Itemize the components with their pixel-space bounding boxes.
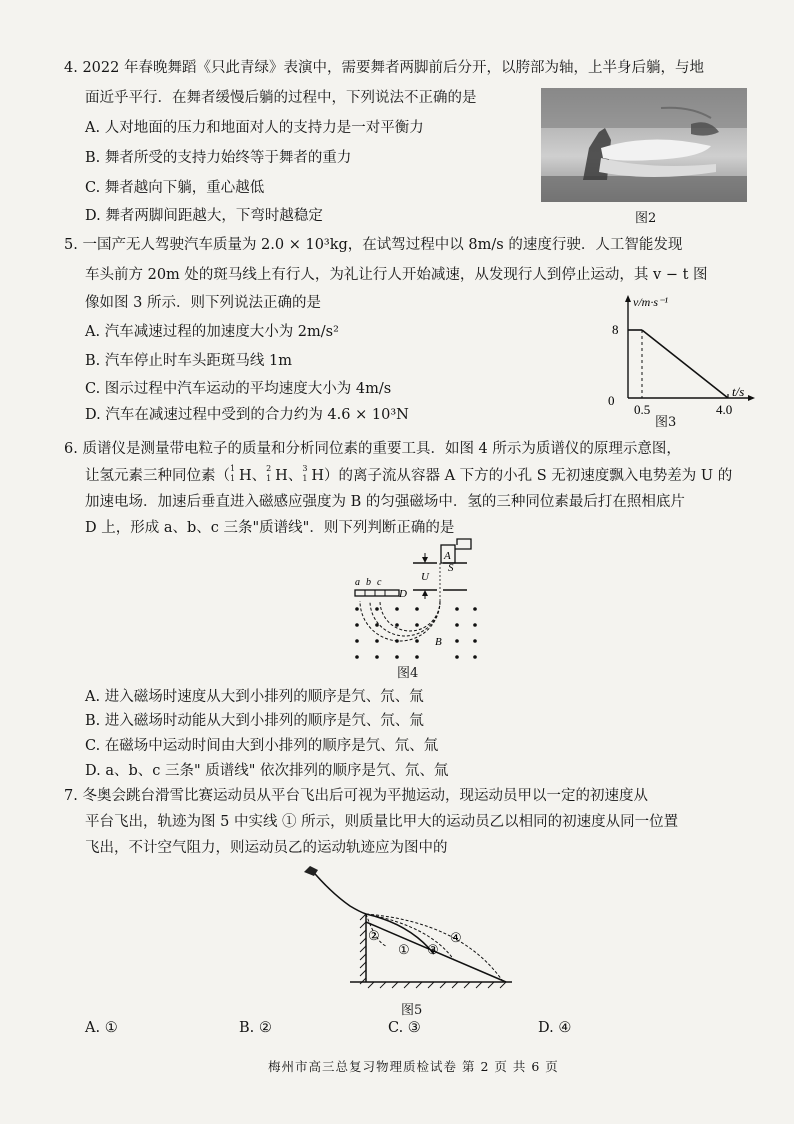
page-footer: 梅州市高三总复习物理质检试卷 第 2 页 共 6 页 xyxy=(268,1059,559,1074)
q6-stem-line3: 加速电场．加速后垂直进入磁感应强度为 B 的匀强磁场中．氢的三种同位素最后打在照相底片 xyxy=(85,494,685,510)
field-dot xyxy=(473,655,477,659)
field-dot xyxy=(375,639,379,643)
v-axis-label: v/m·s⁻¹ xyxy=(633,295,668,309)
q4-stem-line2: 面近乎平行．在舞者缓慢后躺的过程中，下列说法不正确的是 xyxy=(85,90,477,106)
t-tick-05: 0.5 xyxy=(634,402,651,417)
q6-option-b: B. 进入磁场时动能从大到小排列的顺序是氕、氘、氚 xyxy=(85,713,424,729)
q6-option-d: D. a、b、c 三条" 质谱线" 依次排列的顺序是氕、氘、氚 xyxy=(85,763,449,779)
q5-stem-line1: 5. 一国产无人驾驶汽车质量为 2.0 × 10³kg，在试驾过程中以 8m/s 的速度行驶．人工智能发现 xyxy=(64,237,683,253)
field-dot xyxy=(415,639,419,643)
field-dot xyxy=(455,639,459,643)
figure5-caption: 图5 xyxy=(401,1003,423,1018)
field-dot xyxy=(395,607,399,611)
field-dot xyxy=(395,623,399,627)
origin-label: 0 xyxy=(608,393,615,408)
q6-stem-line2: 让氢元素三种同位素（ 1 1 H、 2 1 H、 3 1 H）的离子流从容器 A 下方的小孔 S 无初速度飘入电势差为 U 的 xyxy=(85,464,733,484)
svg-text:S: S xyxy=(448,562,454,574)
svg-text:b: b xyxy=(366,577,371,588)
field-dot xyxy=(473,607,477,611)
field-dot xyxy=(455,607,459,611)
q4-option-b: B. 舞者所受的支持力始终等于舞者的重力 xyxy=(85,150,352,166)
q4-option-a: A. 人对地面的压力和地面对人的支持力是一对平衡力 xyxy=(85,120,424,136)
figure2-caption: 图2 xyxy=(635,211,657,226)
graph-segment-decel xyxy=(642,330,728,398)
field-dot xyxy=(395,639,399,643)
svg-text:A: A xyxy=(444,550,451,562)
figure3-caption: 图3 xyxy=(655,415,677,430)
q5-option-a: A. 汽车减速过程的加速度大小为 2m/s² xyxy=(85,324,339,340)
dancer-photo xyxy=(541,88,747,202)
label-3: ③ xyxy=(427,943,439,958)
q7-stem-line3: 飞出，不计空气阻力，则运动员乙的运动轨迹应为图中的 xyxy=(85,840,448,856)
q4-option-d: D. 舞者两脚间距越大，下弯时越稳定 xyxy=(85,208,323,224)
figure4-caption: 图4 xyxy=(397,666,419,681)
q5-option-b: B. 汽车停止时车头距斑马线 1m xyxy=(85,353,292,369)
svg-text:a: a xyxy=(355,577,360,588)
t-axis-label: t/s xyxy=(732,384,745,399)
q7-option-a: A. ① xyxy=(85,1020,118,1036)
q7-option-c: C. ③ xyxy=(388,1020,421,1036)
label-1: ① xyxy=(398,943,410,958)
ski-jump-diagram xyxy=(290,862,520,997)
v-tick-8: 8 xyxy=(612,322,619,337)
q5-stem-line2: 车头前方 20m 处的斑马线上有行人，为礼让行人开始减速，从发现行人到停止运动，其 v − t 图 xyxy=(85,267,708,283)
photographic-film-d xyxy=(355,590,399,596)
q4-option-c: C. 舞者越向下躺，重心越低 xyxy=(85,180,265,196)
field-dot xyxy=(375,623,379,627)
q6-option-c: C. 在磁场中运动时间由大到小排列的顺序是氕、氘、氚 xyxy=(85,738,439,754)
q5-option-d: D. 汽车在减速过程中受到的合力约为 4.6 × 10³N xyxy=(85,407,409,423)
vt-graph xyxy=(600,292,760,417)
q5-stem-line3: 像如图 3 所示．则下列说法正确的是 xyxy=(85,295,321,311)
svg-text:B: B xyxy=(435,636,442,648)
mass-spectrometer-diagram xyxy=(345,533,485,661)
label-4: ④ xyxy=(450,931,462,946)
field-dot xyxy=(455,655,459,659)
field-dot xyxy=(455,623,459,627)
label-2: ② xyxy=(368,929,380,944)
q7-stem-line1: 7. 冬奥会跳台滑雪比赛运动员从平台飞出后可视为平抛运动，现运动员甲以一定的初速度从 xyxy=(64,788,648,804)
field-dot xyxy=(375,655,379,659)
t-tick-40: 4.0 xyxy=(716,402,733,417)
q6-stem-line1: 6. 质谱仪是测量带电粒子的质量和分析同位素的重要工具．如图 4 所示为质谱仪的原理示意图， xyxy=(64,441,681,457)
q7-option-d: D. ④ xyxy=(538,1020,572,1036)
field-dot xyxy=(355,655,359,659)
svg-text:c: c xyxy=(377,577,382,588)
q7-option-b: B. ② xyxy=(239,1020,272,1036)
q6-option-a: A. 进入磁场时速度从大到小排列的顺序是氕、氘、氚 xyxy=(85,689,424,705)
field-dot xyxy=(375,607,379,611)
q4-stem-line1: 4. 2022 年春晚舞蹈《只此青绿》表演中，需要舞者两脚前后分开，以胯部为轴，上半身后躺，与地 xyxy=(64,60,704,76)
field-dot xyxy=(355,639,359,643)
field-dot xyxy=(415,655,419,659)
field-dot xyxy=(415,607,419,611)
svg-text:U: U xyxy=(421,571,429,583)
field-dot xyxy=(395,655,399,659)
q5-option-c: C. 图示过程中汽车运动的平均速度大小为 4m/s xyxy=(85,381,392,397)
svg-text:D: D xyxy=(399,588,407,600)
q6-stem-line4: D 上，形成 a、b、c 三条"质谱线"．则下列判断正确的是 xyxy=(85,520,455,536)
field-dot xyxy=(473,623,477,627)
field-dot xyxy=(355,623,359,627)
q7-stem-line2: 平台飞出，轨迹为图 5 中实线 ① 所示，则质量比甲大的运动员乙以相同的初速度从同一位置 xyxy=(85,814,679,830)
field-dot xyxy=(355,607,359,611)
ski-ramp xyxy=(310,868,366,914)
field-dot xyxy=(415,623,419,627)
field-dot xyxy=(473,639,477,643)
